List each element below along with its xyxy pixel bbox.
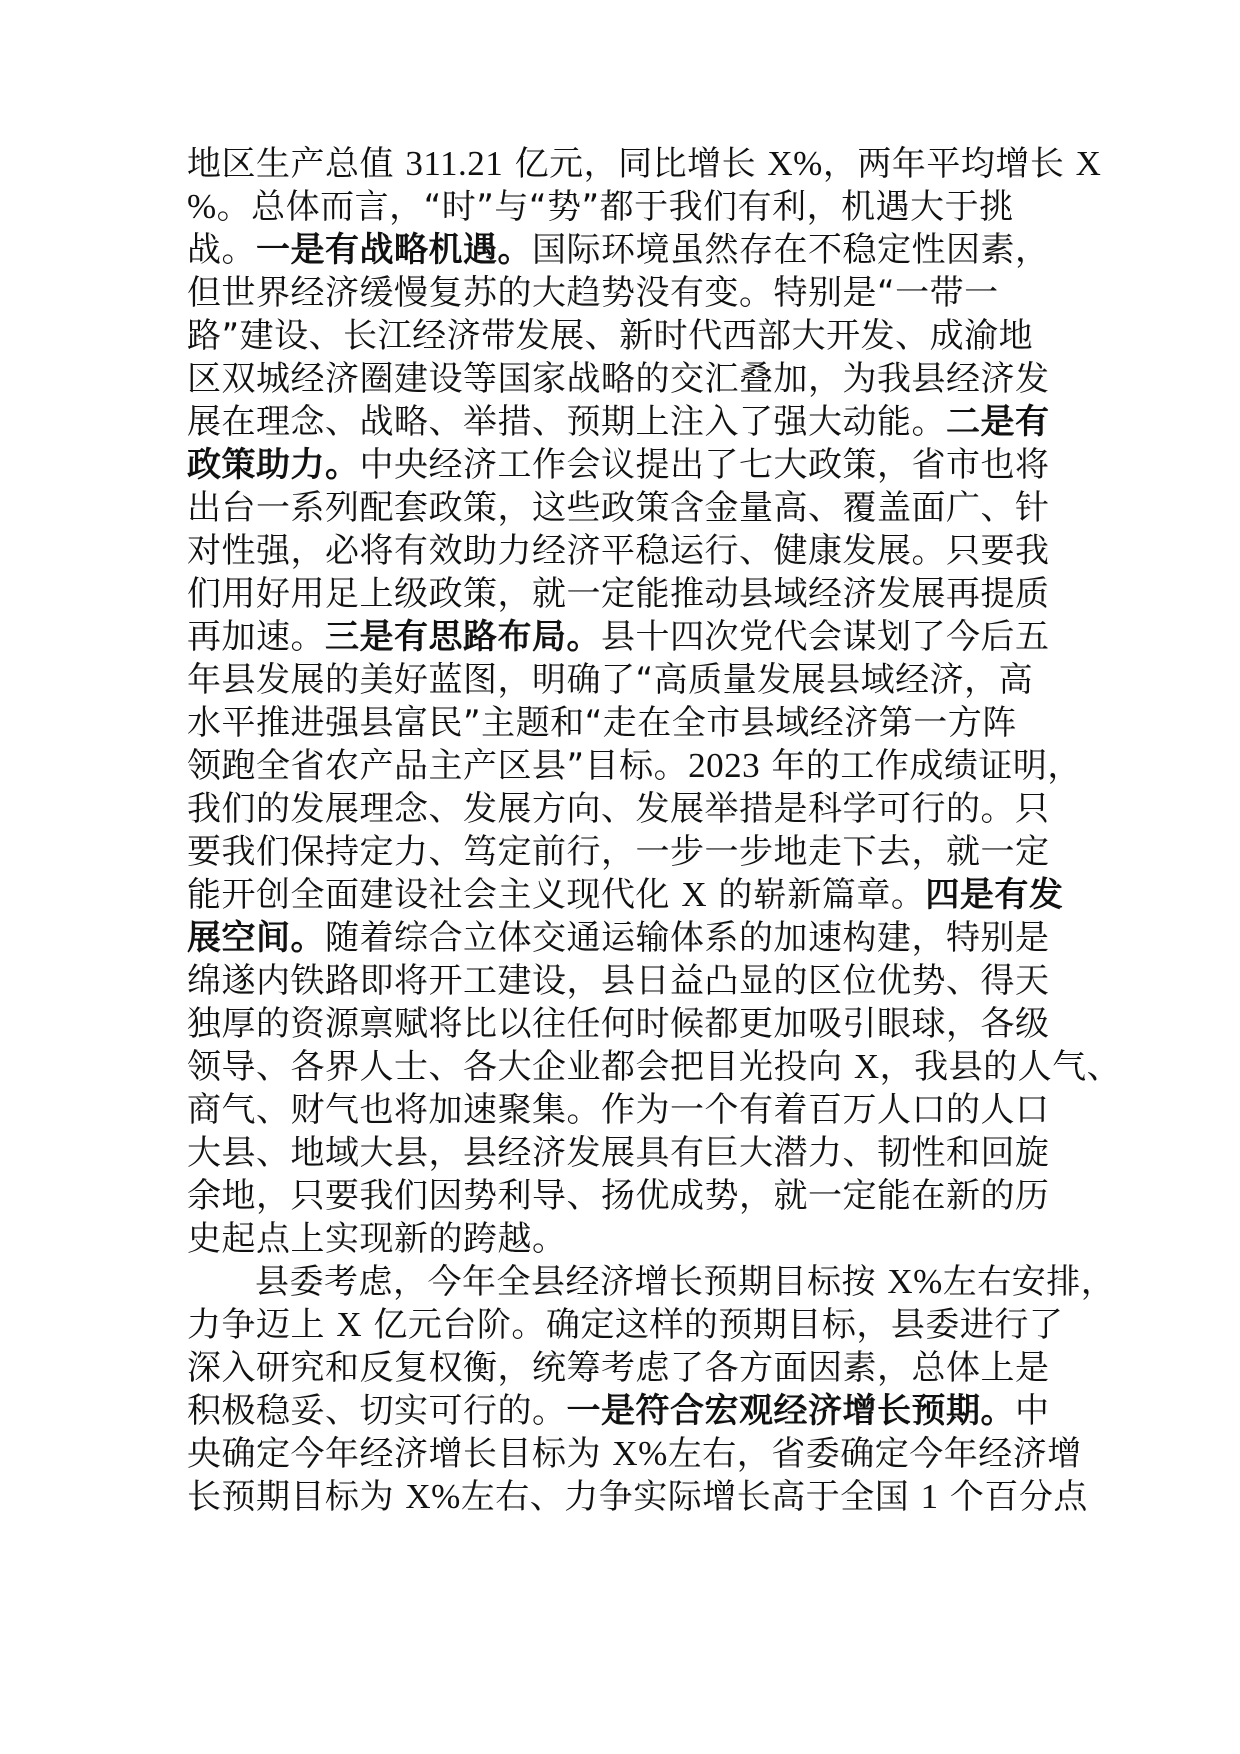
text-line: [187, 398, 1050, 446]
bold-heading-segment: 二是有: [946, 402, 1050, 442]
text-line: [187, 484, 1050, 532]
text-segment: 路”建设、长江经济带发展、新时代西部大开发、成渝地: [187, 316, 1034, 356]
text-segment: 1: [920, 1477, 939, 1516]
text-segment: 区双城经济圈建设等国家战略的交汇叠加，为我县经济发: [187, 359, 1050, 399]
text-line: [187, 355, 1050, 403]
text-line: [187, 785, 1050, 833]
text-segment: 力争迈上: [187, 1305, 337, 1345]
text-line: [187, 140, 1101, 188]
text-segment: 。总体而言，“时”与“势”都于我们有利，机遇大于挑: [216, 187, 1014, 227]
text-line: [187, 871, 1063, 919]
text-line: [187, 312, 1033, 360]
text-segment: X: [336, 1305, 363, 1344]
text-segment: X%: [405, 1477, 461, 1516]
text-segment: %: [187, 187, 217, 226]
text-line: [187, 828, 1050, 876]
text-segment: 再加速。: [187, 617, 325, 657]
text-line: [187, 269, 999, 317]
text-line: [187, 1000, 1050, 1048]
text-line: [187, 1430, 1082, 1478]
text-segment: 亿元，同比增长: [503, 144, 768, 184]
bold-heading-segment: 四是有发: [925, 875, 1064, 915]
text-segment: 长预期目标为: [187, 1477, 406, 1517]
bold-heading-segment: 政策助力。: [187, 445, 360, 485]
text-line: [187, 441, 1050, 489]
text-line: [187, 1215, 567, 1263]
text-segment: 中: [1015, 1391, 1050, 1431]
text-segment: 但世界经济缓慢复苏的大趋势没有变。特别是“一带一: [187, 273, 999, 313]
bold-heading-segment: 一是有战略机遇。: [256, 230, 532, 270]
text-segment: 商气、财气也将加速聚集。作为一个有着百万人口的人口: [187, 1090, 1050, 1130]
text-line: [187, 1344, 1050, 1392]
text-segment: 中央经济工作会议提出了七大政策，省市也将: [359, 445, 1050, 485]
text-segment: 展在理念、战略、举措、预期上注入了强大动能。: [187, 402, 946, 442]
text-segment: 的崭新篇章。: [707, 875, 926, 915]
text-line: [187, 1043, 1121, 1091]
text-line: [187, 957, 1050, 1005]
text-segment: 对性强，必将有效助力经济平稳运行、健康发展。只要我: [187, 531, 1050, 571]
text-line: [187, 183, 1014, 231]
text-line: [187, 613, 1050, 661]
text-segment: 左右，省委确定今年经济增: [667, 1434, 1082, 1474]
text-segment: X%: [612, 1434, 668, 1473]
text-line: [187, 527, 1050, 575]
text-line: [187, 1086, 1050, 1134]
text-line: [187, 656, 1033, 704]
text-line: [187, 226, 1050, 274]
text-segment: 2023: [688, 746, 761, 785]
text-segment: 县十四次党代会谋划了今后五: [601, 617, 1050, 657]
text-segment: 出台一系列配套政策，这些政策含金量高、覆盖面广、针: [187, 488, 1050, 528]
text-line: [187, 914, 1050, 962]
text-segment: X: [1075, 144, 1102, 183]
text-segment: X%: [887, 1262, 943, 1301]
text-segment: 水平推进强县富民”主题和“走在全市县域经济第一方阵: [187, 703, 1017, 743]
text-segment: 亿元台阶。确定这样的预期目标，县委进行了: [362, 1305, 1064, 1345]
text-segment: X: [853, 1047, 880, 1086]
text-segment: 能开创全面建设社会主义现代化: [187, 875, 682, 915]
text-line: [187, 1172, 1050, 1220]
text-segment: 国际环境虽然存在不稳定性因素，: [532, 230, 1050, 270]
text-segment: 县委考虑，今年全县经济增长预期目标按: [255, 1262, 888, 1302]
text-segment: 左右安排，: [942, 1262, 1116, 1302]
text-segment: 领跑全省农产品主产区县”目标。: [187, 746, 689, 786]
text-segment: 央确定今年经济增长目标为: [187, 1434, 613, 1474]
text-line: [255, 1258, 1115, 1306]
text-segment: 们用好用足上级政策，就一定能推动县域经济发展再提质: [187, 574, 1050, 614]
text-segment: 领导、各界人士、各大企业都会把目光投向: [187, 1047, 854, 1087]
bold-heading-segment: 一是符合宏观经济增长预期。: [566, 1391, 1015, 1431]
text-segment: 积极稳妥、切实可行的。: [187, 1391, 567, 1431]
bold-heading-segment: 展空间。: [187, 918, 325, 958]
text-segment: 余地，只要我们因势利导、扬优成势，就一定能在新的历: [187, 1176, 1050, 1216]
text-segment: 深入研究和反复权衡，统筹考虑了各方面因素，总体上是: [187, 1348, 1050, 1388]
text-segment: 左右、力争实际增长高于全国: [460, 1477, 921, 1517]
text-segment: 地区生产总值: [187, 144, 406, 184]
text-segment: 要我们保持定力、笃定前行，一步一步地走下去，就一定: [187, 832, 1050, 872]
text-line: [187, 1129, 1050, 1177]
text-segment: 独厚的资源禀赋将比以往任何时候都更加吸引眼球，各级: [187, 1004, 1050, 1044]
text-segment: 史起点上实现新的跨越。: [187, 1219, 567, 1259]
text-segment: ，两年平均增长: [822, 144, 1076, 184]
bold-heading-segment: 三是有思路布局。: [325, 617, 601, 657]
text-line: [187, 699, 1017, 747]
text-segment: X: [681, 875, 708, 914]
text-segment: X%: [767, 144, 823, 183]
text-line: [187, 1473, 1088, 1521]
text-segment: 我们的发展理念、发展方向、发展举措是科学可行的。只: [187, 789, 1050, 829]
text-line: [187, 1301, 1063, 1349]
text-line: [187, 1387, 1050, 1435]
text-segment: 随着综合立体交通运输体系的加速构建，特别是: [325, 918, 1050, 958]
text-segment: 个百分点: [938, 1477, 1088, 1517]
text-segment: 绵遂内铁路即将开工建设，县日益凸显的区位优势、得天: [187, 961, 1050, 1001]
text-segment: 大县、地域大县，县经济发展具有巨大潜力、韧性和回旋: [187, 1133, 1050, 1173]
text-line: [187, 570, 1050, 618]
text-segment: 战。: [187, 230, 256, 270]
text-segment: ，我县的人气、: [879, 1047, 1122, 1087]
text-line: [187, 742, 1082, 790]
text-segment: 311.21: [405, 144, 504, 183]
text-segment: 年县发展的美好蓝图，明确了“高质量发展县域经济，高: [187, 660, 1034, 700]
text-segment: 年的工作成绩证明，: [760, 746, 1082, 786]
